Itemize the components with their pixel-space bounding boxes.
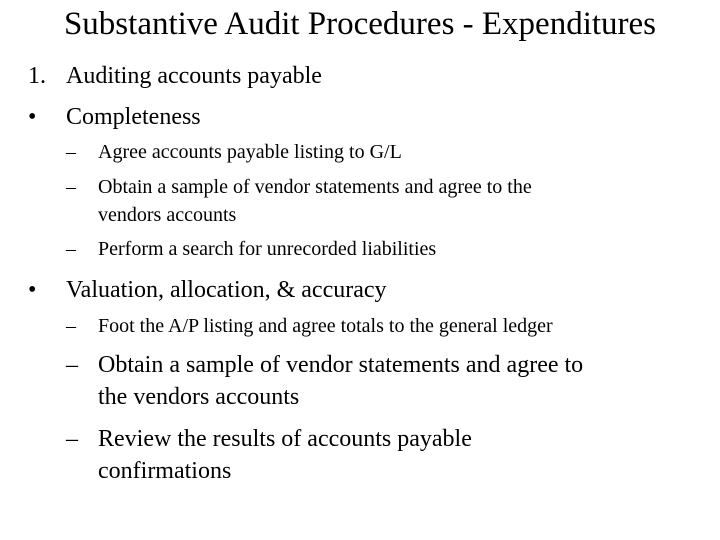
dash-marker: – (66, 426, 78, 452)
bullet-marker: • (28, 104, 37, 130)
sub-item-text: the vendors accounts (98, 384, 300, 410)
dash-marker: – (66, 315, 76, 337)
dash-marker: – (66, 238, 76, 260)
sub-item-text: confirmations (98, 458, 232, 484)
sub-item-text: Agree accounts payable listing to G/L (98, 141, 402, 163)
sub-item-text: Obtain a sample of vendor statements and agree to (98, 352, 584, 378)
sub-item-text: Foot the A/P listing and agree totals to the general ledger (98, 315, 553, 337)
dash-marker: – (66, 176, 76, 198)
dash-marker: – (66, 352, 78, 378)
bullet-marker: • (28, 277, 37, 303)
dash-marker: – (66, 141, 76, 163)
number-marker: 1. (28, 63, 46, 89)
sub-item-text: Obtain a sample of vendor statements and agree to the (98, 176, 532, 198)
sub-item-text: Perform a search for unrecorded liabilities (98, 238, 437, 260)
sub-item-text: Review the results of accounts payable (98, 426, 472, 452)
list-item-text: Valuation, allocation, & accuracy (66, 277, 387, 303)
list-item-text: Completeness (66, 104, 201, 130)
slide-title: Substantive Audit Procedures - Expenditures (63, 6, 657, 42)
list-item-text: Auditing accounts payable (66, 63, 322, 89)
sub-item-text: vendors accounts (98, 204, 237, 226)
